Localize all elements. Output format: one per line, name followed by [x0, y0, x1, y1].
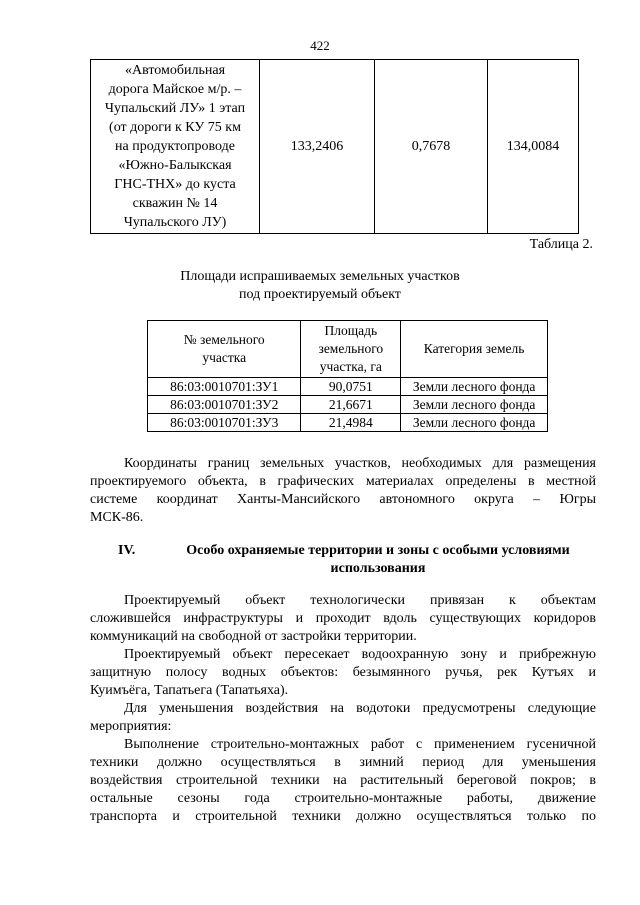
text-line: остальные сезоны года строительно-монтажные работы, движение — [90, 791, 596, 806]
object-name-line: на продуктопроводе — [115, 139, 235, 154]
text-line: системе координат Ханты-Мансийского автономного округа – Югры — [90, 492, 596, 507]
table-label: Таблица 2. — [529, 237, 593, 252]
text-line: сложившейся инфраструктуры и проходит вдоль существующих коридоров — [90, 611, 596, 626]
value-cell: 0,7678 — [375, 60, 488, 234]
area-table-continued — [90, 59, 579, 234]
object-name-cell — [91, 60, 260, 234]
caption-line: Площади испрашиваемых земельных участков — [180, 269, 460, 284]
text-line: Координаты границ земельных участков, необходимых для размещения — [124, 456, 596, 471]
object-name-line: ГНС-ТНХ» до куста — [114, 177, 236, 192]
object-name-line: Чупальский ЛУ» 1 этап — [104, 101, 246, 116]
text-line: Проектируемый объект технологически привязан к объектам — [124, 593, 596, 608]
text-line: МСК-86. — [90, 510, 144, 525]
plot-id: 86:03:0010701:ЗУ3 — [148, 414, 301, 432]
text-line: Для уменьшения воздействия на водотоки предусмотрены следующие — [124, 701, 596, 716]
value-cell: 133,2406 — [260, 60, 375, 234]
coordinates-paragraph — [90, 455, 596, 527]
object-name-line: «Автомобильная — [124, 63, 226, 78]
section-title-line: Особо охраняемые территории и зоны с особыми условиями — [186, 543, 570, 558]
header-area — [301, 321, 401, 378]
text-line: техники должно осуществляться в зимний период для уменьшения — [90, 755, 596, 770]
table-row — [148, 414, 548, 432]
table-row — [148, 378, 548, 396]
header-line: № земельного — [183, 332, 265, 347]
text-line: коммуникаций на свободной от застройки территории. — [90, 629, 417, 644]
object-name-line: (от дороги к КУ 75 км — [109, 120, 241, 135]
plot-area: 90,0751 — [301, 378, 401, 396]
text-line: проектируемого объекта, в графических материалах определены в местной — [90, 474, 596, 489]
plot-id: 86:03:0010701:ЗУ1 — [148, 378, 301, 396]
header-line: Площадь — [324, 323, 378, 338]
table-header-row — [148, 321, 548, 378]
object-name-line: Чупальского ЛУ) — [123, 215, 227, 230]
object-name-line: дорога Майское м/р. – — [108, 82, 242, 97]
text-line: Куимъёга, Тапатьега (Тапатьяха). — [90, 683, 289, 698]
header-line: участка, га — [319, 359, 382, 374]
section-title-line: использования — [330, 561, 426, 576]
text-line: мероприятия: — [90, 719, 172, 734]
paragraph-measures — [90, 700, 596, 736]
plot-category: Земли лесного фонда — [401, 396, 548, 414]
caption-line: под проектируемый объект — [239, 287, 401, 302]
header-line: земельного — [318, 341, 384, 356]
object-name-line: скважин № 14 — [132, 196, 218, 211]
text-line: транспорта и строительной техники должно осуществляться только по — [90, 809, 596, 824]
plot-id: 86:03:0010701:ЗУ2 — [148, 396, 301, 414]
plot-category: Земли лесного фонда — [401, 414, 548, 432]
land-plots-table — [147, 320, 548, 432]
table-caption — [0, 268, 640, 304]
paragraph-infrastructure — [90, 592, 596, 646]
plot-category: Земли лесного фонда — [401, 378, 548, 396]
text-line: воздействия строительной техники на растительный береговой покров; в — [90, 773, 596, 788]
paragraph-water-zone — [90, 646, 596, 700]
text-line: защитную полосу водных объектов: безымянного ручья, рек Кутъях и — [90, 665, 596, 680]
header-line: участка — [202, 350, 247, 365]
plot-area: 21,6671 — [301, 396, 401, 414]
paragraph-construction — [90, 736, 596, 826]
value-cell: 134,0084 — [488, 60, 579, 234]
plot-area: 21,4984 — [301, 414, 401, 432]
text-line: Выполнение строительно-монтажных работ с применением гусеничной — [124, 737, 596, 752]
section-number: IV. — [118, 543, 136, 558]
section-heading — [90, 542, 596, 578]
object-name-line: «Южно-Балыкская — [118, 158, 232, 173]
table-row — [91, 60, 579, 234]
table-row — [148, 396, 548, 414]
text-line: Проектируемый объект пересекает водоохранную зону и прибрежную — [124, 647, 596, 662]
header-plot-number — [148, 321, 301, 378]
page-number: 422 — [310, 38, 330, 53]
header-category: Категория земель — [401, 321, 548, 378]
